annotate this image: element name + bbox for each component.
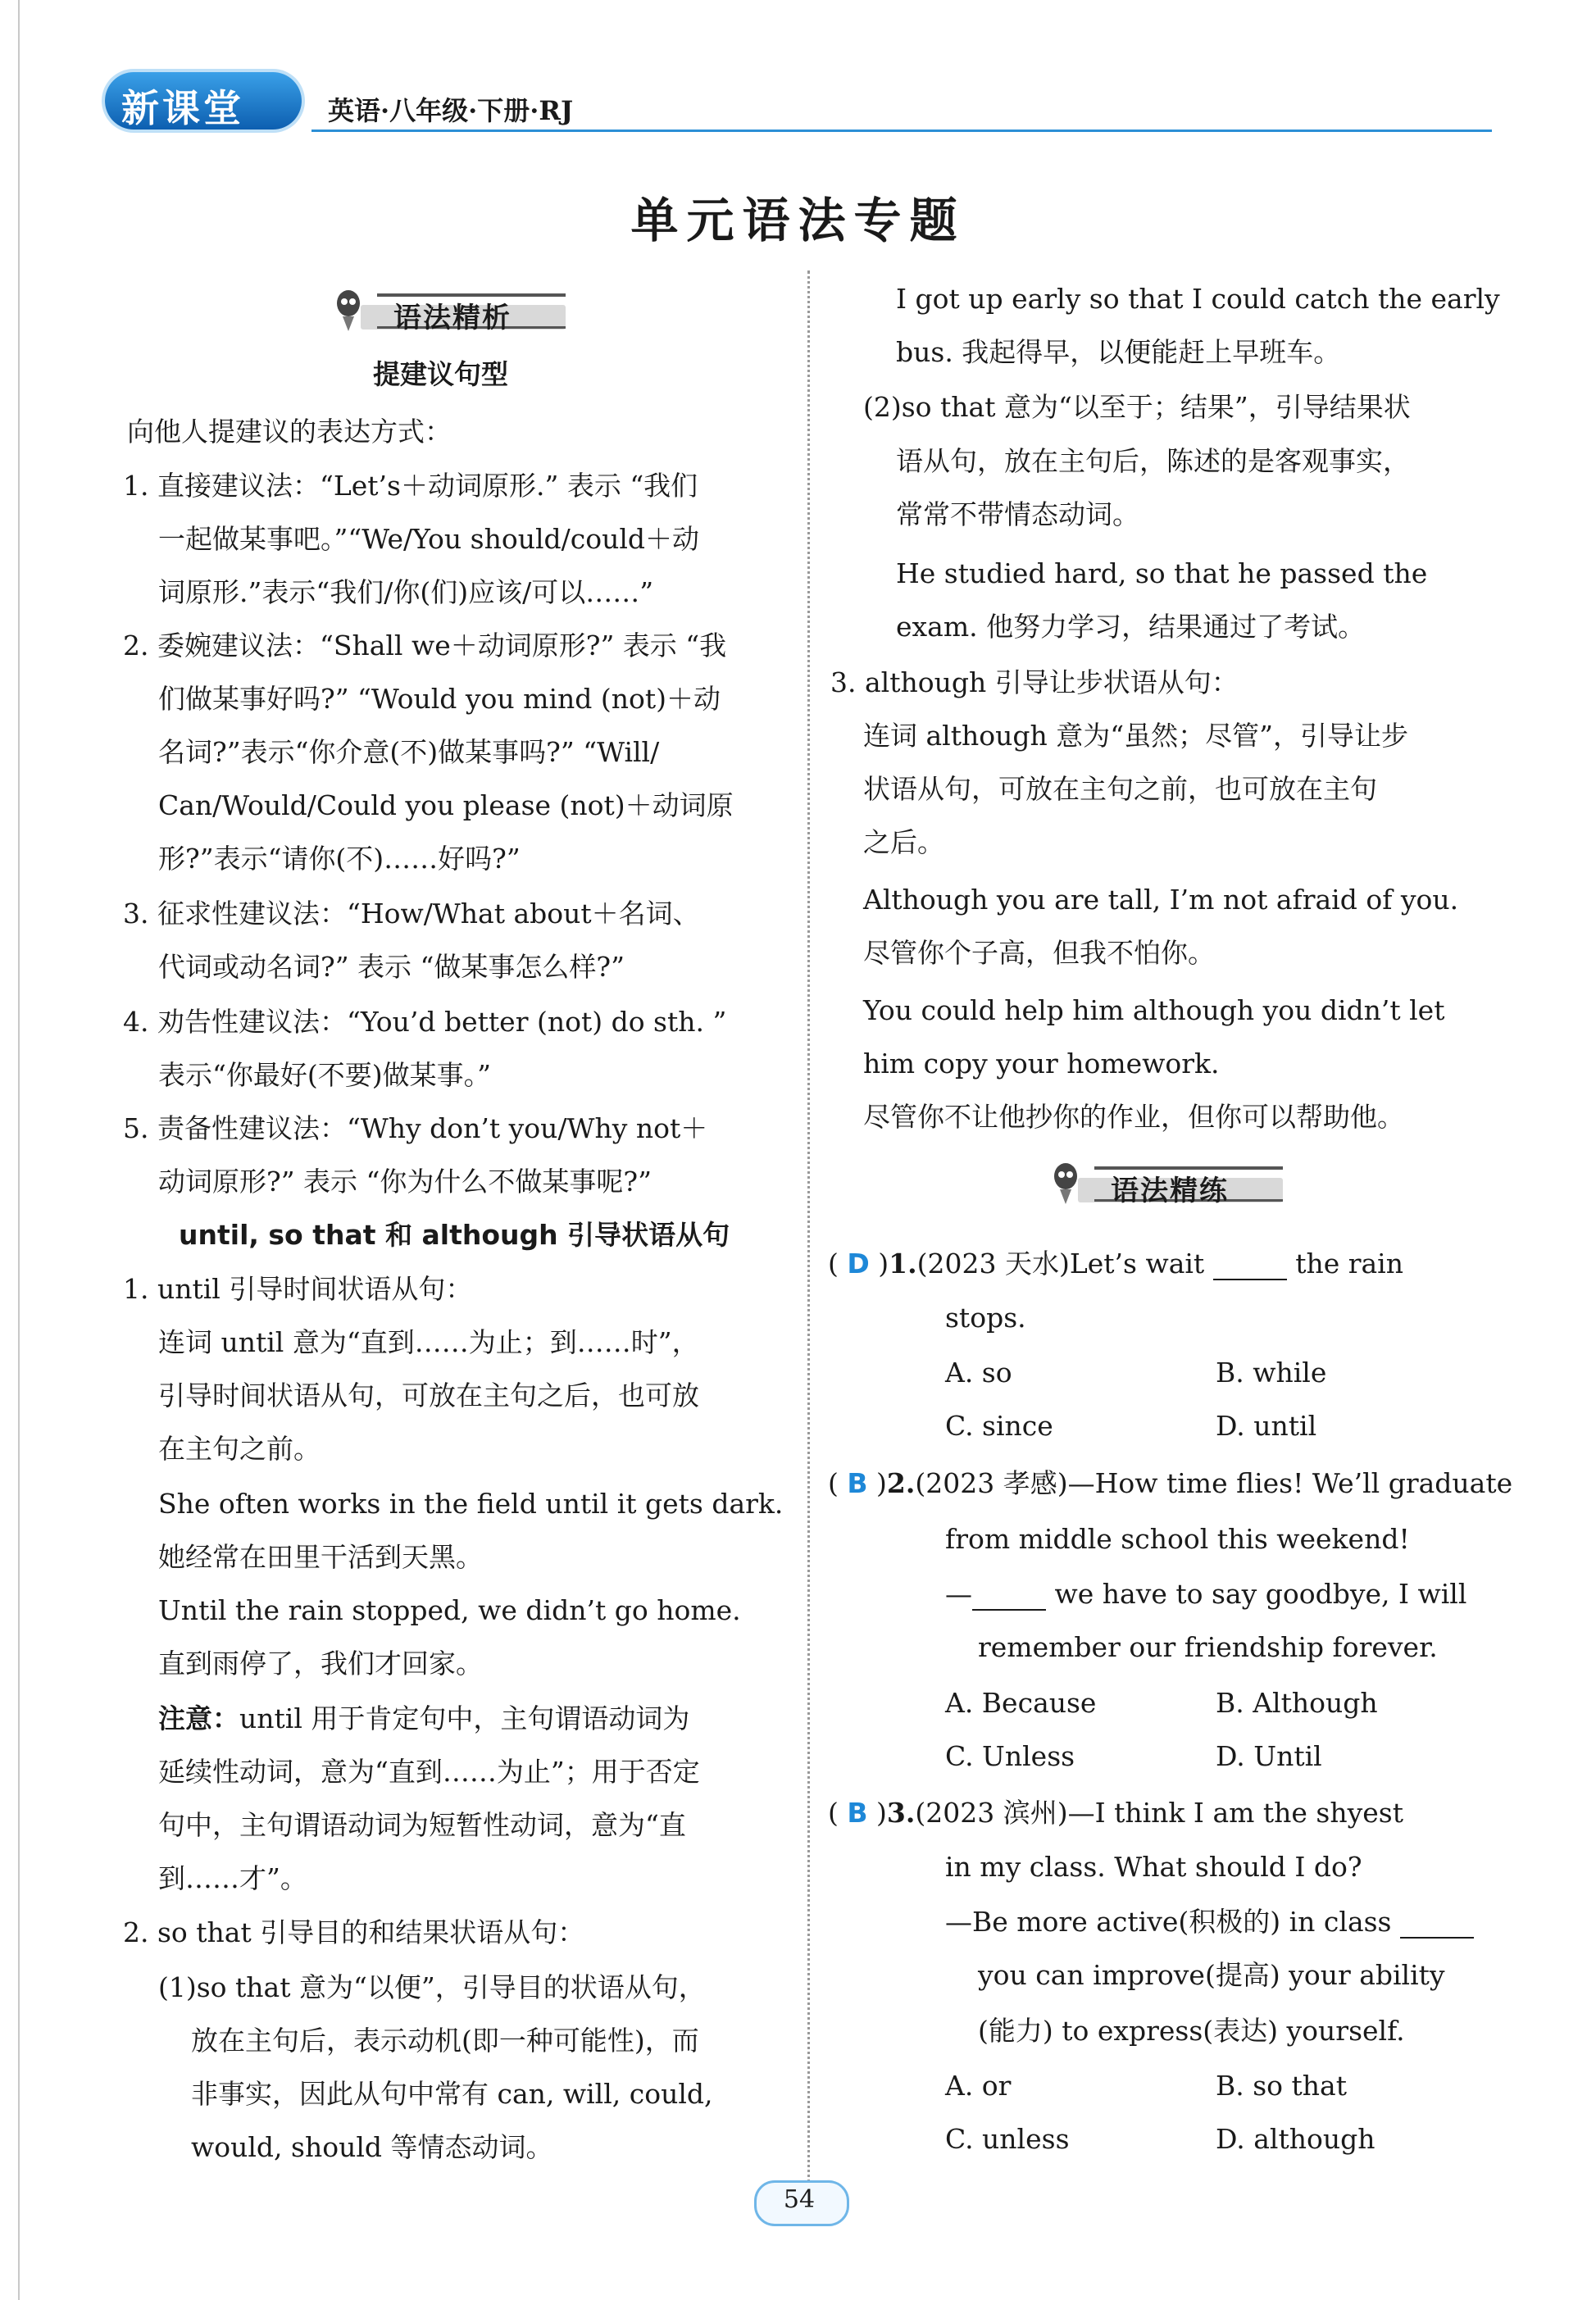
text-line: She often works in the field until it gets dark. <box>158 1488 784 1520</box>
option-d[interactable]: D. Until <box>1216 1740 1322 1772</box>
section-banner-analysis <box>328 287 574 333</box>
question-2: ( B )2.(2023 孝感)—How time flies! We’ll graduate <box>828 1467 1513 1499</box>
logo-text: 新课堂 <box>121 86 244 130</box>
note-line: 注意：until 用于肯定句中，主句谓语动词为 <box>158 1702 690 1734</box>
text-line: 4. 劝告性建议法：“You’d better (not) do sth. ” <box>123 1006 727 1038</box>
text-line: 形?”表示“请你(不)……好吗?” <box>158 843 521 875</box>
text-line: 3. 征求性建议法：“How/What about＋名词、 <box>123 898 700 930</box>
banner-label: 语法精析 <box>393 302 512 334</box>
text-line: Until the rain stopped, we didn’t go home. <box>158 1594 741 1626</box>
question-line: from middle school this weekend! <box>945 1523 1410 1555</box>
text-line: 她经常在田里干活到天黑。 <box>158 1541 483 1573</box>
text-line: bus. 我起得早，以便能赶上早班车。 <box>896 336 1341 368</box>
text-line: (2)so that 意为“以至于；结果”，引导结果状 <box>863 391 1411 423</box>
question-line: in my class. What should I do? <box>945 1851 1362 1883</box>
text-line: 放在主句后，表示动机(即一种可能性)，而 <box>191 2025 699 2057</box>
text-line: 连词 until 意为“直到……为止；到……时”， <box>158 1326 699 1358</box>
question-line: you can improve(提高) your ability <box>978 1959 1445 1991</box>
answer-3: B <box>847 1797 868 1829</box>
text-line: 3. although 引导让步状语从句： <box>830 666 1239 698</box>
text-line: 连词 although 意为“虽然；尽管”，引导让步 <box>863 720 1408 752</box>
text-line: him copy your homework. <box>863 1048 1220 1080</box>
answer-blank[interactable] <box>972 1584 1046 1611</box>
question-line: —Be more active(积极的) in class <box>945 1906 1474 1939</box>
text-line: 直到雨停了，我们才回家。 <box>158 1648 483 1680</box>
note-label: 注意： <box>158 1702 239 1734</box>
option-b[interactable]: B. Although <box>1216 1687 1378 1719</box>
text-line: 之后。 <box>863 826 944 858</box>
header-title: 英语·八年级·下册·RJ <box>328 95 574 126</box>
text-line: Although you are tall, I’m not afraid of you. <box>863 884 1459 916</box>
text-line: 常常不带情态动词。 <box>896 498 1139 530</box>
option-c[interactable]: C. Unless <box>945 1740 1075 1772</box>
option-a[interactable]: A. so <box>945 1357 1012 1389</box>
text-line: He studied hard, so that he passed the <box>896 557 1428 589</box>
text-line: 尽管你个子高，但我不怕你。 <box>863 937 1215 969</box>
text-line: 状语从句，可放在主句之前，也可放在主句 <box>863 773 1377 805</box>
option-c[interactable]: C. since <box>945 1410 1053 1442</box>
text-line: 5. 责备性建议法：“Why don’t you/Why not＋ <box>123 1112 708 1144</box>
subtitle-adverbial-clauses: until, so that 和 although 引导状语从句 <box>179 1219 730 1251</box>
pencil-mascot-icon <box>328 287 369 333</box>
text-line: 表示“你最好(不要)做某事。” <box>158 1059 491 1091</box>
text-line: 1. until 引导时间状语从句： <box>123 1273 473 1305</box>
text-line: 在主句之前。 <box>158 1433 321 1465</box>
banner-label: 语法精练 <box>1111 1175 1229 1207</box>
text-line: I got up early so that I could catch the early <box>896 283 1500 315</box>
text-line: exam. 他努力学习，结果通过了考试。 <box>896 611 1366 643</box>
pencil-mascot-icon <box>1045 1160 1086 1206</box>
page-title: 单元语法专题 <box>630 193 966 248</box>
option-d[interactable]: D. until <box>1216 1410 1317 1442</box>
text-line: 词原形.”表示“我们/你(们)应该/可以……” <box>158 576 654 608</box>
text-line: Can/Would/Could you please (not)＋动词原 <box>158 789 734 821</box>
text-line: 非事实，因此从句中常有 can, will, could, <box>191 2078 713 2110</box>
note-line: 到……才”。 <box>158 1862 307 1894</box>
text-line: 代词或动名词?” 表示 “做某事怎么样?” <box>158 951 625 983</box>
option-c[interactable]: C. unless <box>945 2123 1070 2155</box>
text-line: 名词?”表示“你介意(不)做某事吗?” “Will/ <box>158 736 660 768</box>
subtitle-suggestions: 提建议句型 <box>373 358 508 390</box>
question-3: ( B )3.(2023 滨州)—I think I am the shyest <box>828 1797 1403 1829</box>
text-line: 1. 直接建议法：“Let’s＋动词原形.” 表示 “我们 <box>123 470 698 502</box>
logo <box>105 64 310 138</box>
column-divider <box>807 270 810 2189</box>
text-line: You could help him although you didn’t let <box>863 994 1445 1026</box>
text-line: 向他人提建议的表达方式： <box>127 416 452 448</box>
text-line: 2. so that 引导目的和结果状语从句： <box>123 1916 585 1948</box>
text-line: 动词原形?” 表示 “你为什么不做某事呢?” <box>158 1166 652 1198</box>
header-rule <box>311 130 1492 132</box>
text-line: 2. 委婉建议法：“Shall we＋动词原形?” 表示 “我 <box>123 630 727 661</box>
question-line: stops. <box>945 1302 1026 1334</box>
option-d[interactable]: D. although <box>1216 2123 1375 2155</box>
answer-1: D <box>847 1248 870 1280</box>
question-line: (能力) to express(表达) yourself. <box>978 2015 1405 2047</box>
answer-blank[interactable] <box>1213 1254 1287 1280</box>
answer-blank[interactable] <box>1400 1912 1474 1939</box>
section-banner-practice <box>1045 1160 1291 1206</box>
option-b[interactable]: B. so that <box>1216 2070 1347 2102</box>
option-a[interactable]: A. Because <box>945 1687 1097 1719</box>
page-number: 54 <box>783 2185 816 2214</box>
page-number-badge <box>754 2180 861 2226</box>
option-b[interactable]: B. while <box>1216 1357 1327 1389</box>
question-line: — we have to say goodbye, I will <box>945 1578 1467 1610</box>
note-line: 句中，主句谓语动词为短暂性动词，意为“直 <box>158 1809 686 1841</box>
text-line: would, should 等情态动词。 <box>191 2131 553 2163</box>
option-a[interactable]: A. or <box>945 2070 1012 2102</box>
text-line: 们做某事好吗?” “Would you mind (not)＋动 <box>158 683 721 715</box>
question-line: remember our friendship forever. <box>978 1631 1438 1663</box>
page-edge <box>18 0 20 2300</box>
text-line: 一起做某事吧。”“We/You should/could＋动 <box>158 523 700 555</box>
text-line: 语从句，放在主句后，陈述的是客观事实， <box>896 445 1410 477</box>
note-line: 延续性动词，意为“直到……为止”；用于否定 <box>158 1756 700 1788</box>
question-1: ( D )1.(2023 天水)Let’s wait the rain <box>828 1248 1403 1280</box>
answer-2: B <box>847 1467 868 1499</box>
text-line: (1)so that 意为“以便”，引导目的状语从句， <box>158 1971 706 2003</box>
text-line: 尽管你不让他抄你的作业，但你可以帮助他。 <box>863 1101 1404 1133</box>
text-line: 引导时间状语从句，可放在主句之后，也可放 <box>158 1380 699 1411</box>
